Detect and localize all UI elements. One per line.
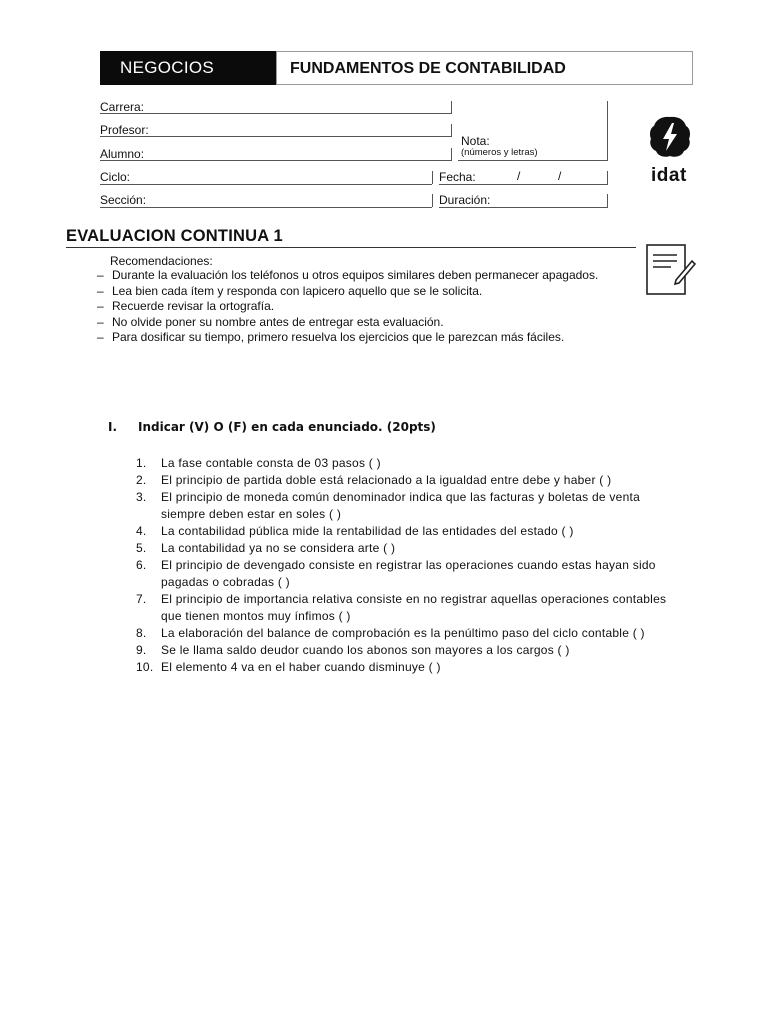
question-list: [136, 455, 681, 676]
nota-line[interactable]: [458, 160, 608, 161]
title-divider: [66, 247, 636, 248]
duracion-line[interactable]: [439, 207, 608, 208]
nota-hint: (números y letras): [461, 147, 538, 158]
list-item: – No olvide poner su nombre antes de entregar esta evaluación.: [97, 315, 622, 331]
list-item: – Recuerde revisar la ortografía.: [97, 299, 622, 315]
recommendations-heading: Recomendaciones:: [110, 254, 213, 268]
fecha-separator: /: [558, 169, 562, 183]
duracion-label: Duración:: [439, 193, 491, 207]
ciclo-label: Ciclo:: [100, 170, 131, 184]
list-item: – Durante la evaluación los teléfonos u otros equipos similares deben permanecer apagados.: [97, 268, 622, 284]
list-item: – Lea bien cada ítem y responda con lapicero aquello que se le solicita.: [97, 284, 622, 300]
fecha-line[interactable]: [439, 184, 608, 185]
question-item: 7. El principio de importancia relativa consiste en no registrar aquellas operaciones contables que tienen montos muy ínfimos ( ): [136, 592, 667, 623]
question-item: 10. El elemento 4 va en el haber cuando disminuye ( ): [136, 660, 441, 674]
school-label: NEGOCIOS: [100, 51, 276, 85]
course-title: FUNDAMENTOS DE CONTABILIDAD: [276, 51, 693, 85]
ciclo-line[interactable]: [100, 184, 432, 185]
page-title: EVALUACION CONTINUA 1: [66, 227, 283, 245]
fecha-label: Fecha:: [439, 170, 476, 184]
section-instruction: Indicar (V) O (F) en cada enunciado. (20pts): [138, 420, 436, 434]
question-item: 8. La elaboración del balance de comprobación es la penúltimo paso del ciclo contable ( ): [136, 626, 645, 640]
alumno-label: Alumno:: [100, 147, 145, 161]
list-item: – Para dosificar su tiempo, primero resuelva los ejercicios que le parezcan más fáciles.: [97, 330, 622, 346]
pencil-document-icon: [646, 244, 696, 296]
question-item: 9. Se le llama saldo deudor cuando los abonos son mayores a los cargos ( ): [136, 643, 570, 657]
question-item: 3. El principio de moneda común denominador indica que las facturas y boletas de venta siempre deben estar en soles ( ): [136, 490, 641, 521]
section-number: I.: [108, 420, 118, 434]
question-item: 2. El principio de partida doble está relacionado a la igualdad entre debe y haber ( ): [136, 473, 612, 487]
recommendations-list: [97, 268, 622, 346]
question-item: 6. El principio de devengado consiste en registrar las operaciones cuando estas hayan sido pagadas o cobradas ( ): [136, 558, 656, 589]
profesor-label: Profesor:: [100, 123, 149, 137]
carrera-label: Carrera:: [100, 100, 145, 114]
logo-text: idat: [651, 165, 687, 186]
seccion-line[interactable]: [100, 207, 432, 208]
alumno-line[interactable]: [100, 160, 452, 161]
nota-label: Nota:: [461, 134, 490, 148]
question-item: 1. La fase contable consta de 03 pasos ( ): [136, 456, 381, 470]
brain-bolt-icon: [648, 114, 692, 162]
profesor-line[interactable]: [100, 136, 452, 137]
question-item: 4. La contabilidad pública mide la rentabilidad de las entidades del estado ( ): [136, 524, 574, 538]
section-heading: [108, 420, 436, 434]
seccion-label: Sección:: [100, 193, 147, 207]
carrera-line[interactable]: [100, 113, 452, 114]
question-item: 5. La contabilidad ya no se considera arte ( ): [136, 541, 396, 555]
fecha-separator: /: [517, 169, 521, 183]
